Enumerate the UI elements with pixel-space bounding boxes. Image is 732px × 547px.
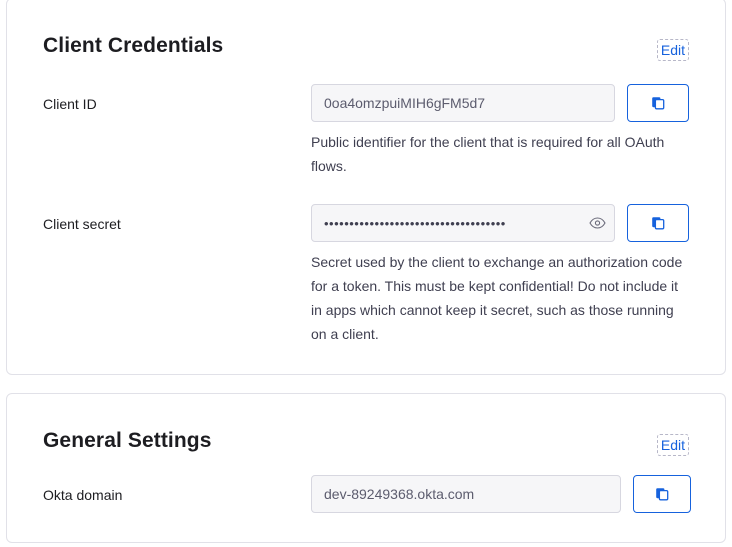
client-id-row: [7, 84, 725, 178]
edit-general-settings-button[interactable]: Edit: [657, 434, 689, 456]
client-id-input-line: [311, 84, 689, 122]
okta-domain-input[interactable]: dev-89249368.okta.com: [311, 475, 621, 513]
client-id-label: Client ID: [43, 96, 97, 113]
okta-domain-label: Okta domain: [43, 487, 123, 504]
general-settings-card: [6, 393, 726, 543]
general-settings-title: General Settings: [43, 429, 212, 453]
copy-icon: [650, 95, 666, 111]
okta-domain-body: [311, 475, 691, 513]
client-secret-row: [7, 204, 725, 346]
eye-icon[interactable]: [588, 214, 606, 232]
client-id-help-text: Public identifier for the client that is required for all OAuth flows.: [311, 134, 665, 175]
okta-domain-input-line: [311, 475, 691, 513]
client-credentials-card: [6, 0, 726, 375]
client-secret-input[interactable]: [311, 204, 615, 242]
client-credentials-header: [7, 0, 725, 58]
copy-okta-domain-button[interactable]: [633, 475, 691, 513]
client-secret-input-line: [311, 204, 689, 242]
copy-client-secret-button[interactable]: [627, 204, 689, 242]
client-id-body: [311, 84, 689, 178]
client-secret-masked-value: ••••••••••••••••••••••••••••••••••••: [324, 215, 506, 231]
general-settings-header: [7, 394, 725, 453]
page-title: Client Credentials: [43, 34, 224, 57]
client-secret-label: Client secret: [43, 216, 121, 233]
okta-domain-row: [7, 475, 725, 513]
edit-client-credentials-button[interactable]: Edit: [657, 39, 689, 61]
copy-icon: [654, 486, 670, 502]
copy-icon: [650, 215, 666, 231]
client-secret-body: [311, 204, 689, 346]
client-id-input[interactable]: 0oa4omzpuiMIH6gFM5d7: [311, 84, 615, 122]
client-secret-help-text: Secret used by the client to exchange an authorization code for a token. This must be kept confidential! Do not include it in apps which cannot keep it secret, such as those running on a client.: [311, 254, 683, 343]
copy-client-id-button[interactable]: [627, 84, 689, 122]
